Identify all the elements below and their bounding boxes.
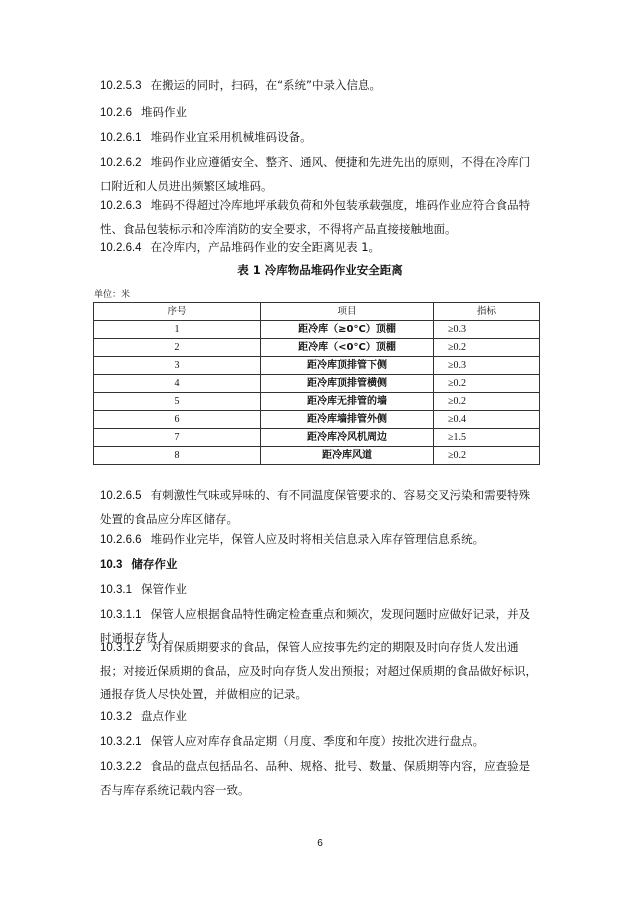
- table-unit: 单位：米: [94, 290, 131, 300]
- cell-seq: 8: [94, 447, 261, 465]
- clause-text: 保管人应根据食品特性确定检查重点和频次，发现问题时应做好记录，并及时通报存货人。: [100, 607, 531, 645]
- clause-text: 堆码作业应遵循安全、整齐、通风、便捷和先进先出的原则，不得在冷库门口附近和人员进出频繁区域堆码。: [100, 155, 531, 193]
- cell-indicator: ≥0.2: [434, 447, 540, 465]
- cell-item: 距冷库冷风机周边: [261, 429, 434, 447]
- clause-number: 10.3: [100, 559, 123, 571]
- clause-10-2-6: [100, 101, 540, 125]
- clause-10-2-6-6: [100, 528, 540, 552]
- clause-number: 10.2.6.1: [100, 132, 142, 144]
- safety-distance-table: [93, 302, 540, 465]
- clause-number: 10.2.5.3: [100, 80, 142, 92]
- cell-seq: 2: [94, 339, 261, 357]
- clause-text: 有刺激性气味或异味的、有不同温度保管要求的、容易交叉污染和需要特殊处置的食品应分库区储存。: [100, 488, 531, 526]
- clause-number: 10.3.2: [100, 711, 132, 723]
- table-row: [94, 339, 540, 357]
- cell-indicator: ≥0.2: [434, 375, 540, 393]
- header-indicator: 指标: [434, 303, 540, 321]
- table-caption: 表 1 冷库物品堆码作业安全距离: [237, 263, 403, 277]
- clause-number: 10.3.1.1: [100, 609, 142, 621]
- clause-10-3-2-1: [100, 730, 540, 754]
- cell-item: 距冷库（≥0°C）顶棚: [261, 321, 434, 339]
- cell-item: 距冷库顶排管下侧: [261, 357, 434, 375]
- clause-number: 10.2.6.2: [100, 157, 142, 169]
- clause-text: 在搬运的同时，扫码，在“系统”中录入信息。: [150, 78, 381, 92]
- cell-indicator: ≥1.5: [434, 429, 540, 447]
- clause-number: 10.2.6.3: [100, 200, 142, 212]
- clause-text: 保管作业: [140, 582, 187, 596]
- cell-item: 距冷库（<0°C）顶棚: [261, 339, 434, 357]
- table-row: [94, 393, 540, 411]
- cell-item: 距冷库风道: [261, 447, 434, 465]
- clause-text: 堆码作业: [140, 105, 187, 119]
- cell-indicator: ≥0.4: [434, 411, 540, 429]
- table-row: [94, 429, 540, 447]
- clause-number: 10.3.2.2: [100, 761, 142, 773]
- clause-number: 10.2.6.4: [100, 242, 142, 254]
- clause-text: 堆码不得超过冷库地坪承载负荷和外包装承载强度，堆码作业应符合食品特性、食品包装标示和冷库消防的安全要求，不得将产品直接接触地面。: [100, 198, 531, 236]
- clause-text: 食品的盘点包括品名、品种、规格、批号、数量、保质期等内容，应查验是否与库存系统记载内容一致。: [100, 759, 531, 797]
- clause-10-2-6-4: [100, 236, 540, 260]
- cell-seq: 3: [94, 357, 261, 375]
- clause-10-3-1: [100, 578, 540, 602]
- clause-10-3-1-2: [100, 636, 540, 706]
- table-row: [94, 357, 540, 375]
- table-header-row: [94, 303, 540, 321]
- cell-indicator: ≥0.2: [434, 393, 540, 411]
- table-row: [94, 411, 540, 429]
- clause-text: 保管人应对库存食品定期（月度、季度和年度）按批次进行盘点。: [150, 734, 485, 748]
- clause-number: 10.2.6.6: [100, 534, 142, 546]
- header-seq: 序号: [94, 303, 261, 321]
- clause-text: 储存作业: [131, 557, 178, 571]
- cell-seq: 4: [94, 375, 261, 393]
- cell-seq: 5: [94, 393, 261, 411]
- cell-indicator: ≥0.3: [434, 357, 540, 375]
- clause-10-2-6-3: [100, 194, 540, 241]
- page-number: 6: [317, 838, 323, 849]
- header-item: 项目: [261, 303, 434, 321]
- clause-text: 堆码作业完毕，保管人应及时将相关信息录入库存管理信息系统。: [150, 532, 485, 546]
- clause-10-2-5-3: [100, 74, 540, 98]
- clause-text: 堆码作业宜采用机械堆码设备。: [150, 130, 312, 144]
- clause-number: 10.2.6: [100, 107, 132, 119]
- clause-number: 10.3.1.2: [100, 642, 142, 654]
- cell-seq: 1: [94, 321, 261, 339]
- cell-seq: 7: [94, 429, 261, 447]
- table-row: [94, 321, 540, 339]
- cell-item: 距冷库墙排管外侧: [261, 411, 434, 429]
- clause-10-2-6-5: [100, 484, 540, 531]
- cell-indicator: ≥0.3: [434, 321, 540, 339]
- cell-indicator: ≥0.2: [434, 339, 540, 357]
- cell-seq: 6: [94, 411, 261, 429]
- cell-item: 距冷库顶排管横侧: [261, 375, 434, 393]
- table-row: [94, 375, 540, 393]
- cell-item: 距冷库无排管的墙: [261, 393, 434, 411]
- table-row: [94, 447, 540, 465]
- clause-10-2-6-2: [100, 151, 540, 198]
- clause-text: 在冷库内，产品堆码作业的安全距离见表 1。: [150, 240, 381, 254]
- clause-text: 对有保质期要求的食品，保管人应按事先约定的期限及时向存货人发出通报；对接近保质期的食品，应及时向存货人发出预报；对超过保质期的食品做好标识，通报存货人尽快处置，并做相应的记录。: [100, 640, 537, 701]
- clause-number: 10.3.1: [100, 584, 132, 596]
- clause-10-3: [100, 553, 540, 577]
- clause-number: 10.3.2.1: [100, 736, 142, 748]
- clause-10-2-6-1: [100, 126, 540, 150]
- clause-number: 10.2.6.5: [100, 490, 142, 502]
- clause-10-3-2-2: [100, 755, 540, 802]
- clause-10-3-2: [100, 705, 540, 729]
- clause-text: 盘点作业: [140, 709, 187, 723]
